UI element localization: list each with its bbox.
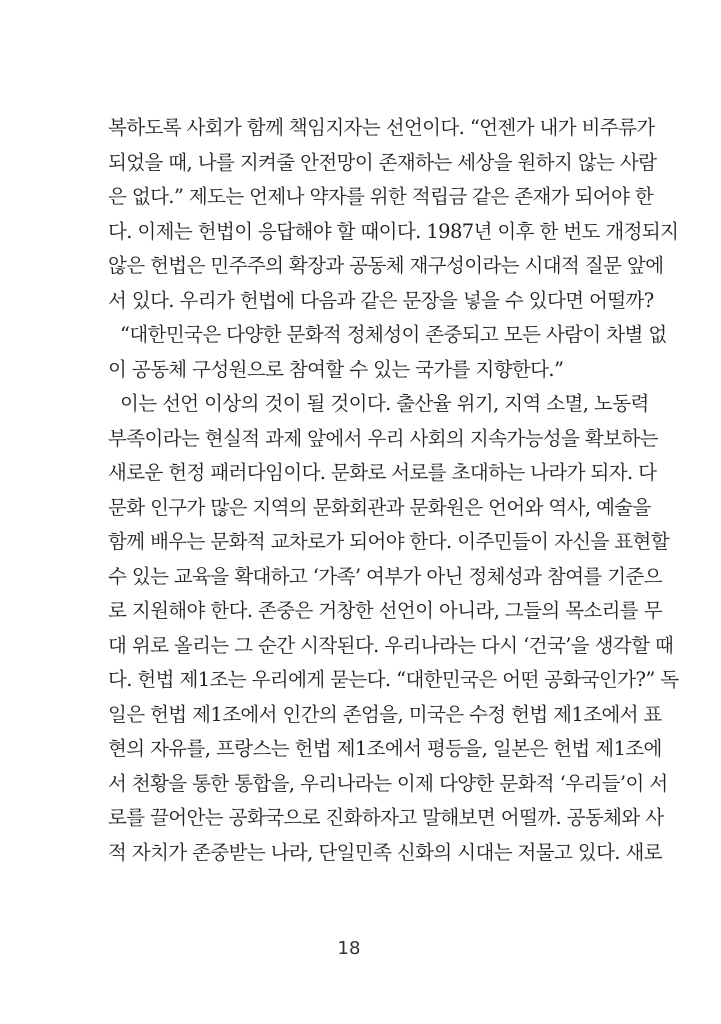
quote-line: “대한민국은 다양한 문화적 정체성이 존중되고 모든 사람이 차별 없 [120,323,667,346]
page-number: 18 [337,938,361,959]
text-line: 로 지원해야 한다. 존중은 거창한 선언이 아니라, 그들의 목소리를 무 [108,599,662,622]
text-line: 않은 헌법은 민주주의 확장과 공동체 재구성이라는 시대적 질문 앞에 [108,254,664,277]
text-line: 로를 끌어안는 공화국으로 진화하자고 말해보면 어떨까. 공동체와 사 [108,806,664,829]
text-line: 문화 인구가 많은 지역의 문화회관과 문화원은 언어와 역사, 예술을 [108,495,651,519]
text-line: 현의 자유를, 프랑스는 헌법 제1조에서 평등을, 일본은 헌법 제1조에 [108,737,662,760]
body-text [108,111,679,870]
text-line: 일은 헌법 제1조에서 인간의 존엄을, 미국은 수정 헌법 제1조에서 표 [108,702,662,726]
text-line: 서 있다. 우리가 헌법에 다음과 같은 문장을 넣을 수 있다면 어떨까? [108,288,654,312]
text-line: 서 천황을 통한 통합을, 우리나라는 이제 다양한 문화적 ‘우리들’이 서 [108,771,668,795]
text-line: 부족이라는 현실적 과제 앞에서 우리 사회의 지속가능성을 확보하는 [108,426,658,450]
text-line: 적 자치가 존중받는 나라, 단일민족 신화의 시대는 저물고 있다. 새로 [108,840,662,864]
text-line: 수 있는 교육을 확대하고 ‘가족’ 여부가 아닌 정체성과 참여를 기준으 [108,564,662,588]
text-line: 이는 선언 이상의 것이 될 것이다. 출산율 위기, 지역 소멸, 노동력 [120,392,649,415]
text-line: 새로운 헌정 패러다임이다. 문화로 서로를 초대하는 나라가 되자. 다 [108,461,657,484]
quote-line: 이 공동체 구성원으로 참여할 수 있는 국가를 지향한다.” [108,357,564,381]
text-line: 다. 헌법 제1조는 우리에게 묻는다. “대한민국은 어떤 공화국인가?” 독 [108,668,679,691]
text-line: 다. 이제는 헌법이 응답해야 할 때이다. 1987년 이후 한 번도 개정되지 [108,219,679,243]
text-line: 은 없다.” 제도는 언제나 약자를 위한 적립금 같은 존재가 되어야 한 [108,185,654,208]
text-line: 되었을 때, 나를 지켜줄 안전망이 존재하는 세상을 원하지 않는 사람 [108,150,657,174]
text-line: 함께 배우는 문화적 교차로가 되어야 한다. 이주민들이 자신을 표현할 [108,530,670,553]
text-line: 복하도록 사회가 함께 책임지자는 선언이다. “언젠가 내가 비주류가 [108,116,655,139]
text-line: 대 위로 올리는 그 순간 시작된다. 우리나라는 다시 ‘건국’을 생각할 때 [108,633,674,657]
